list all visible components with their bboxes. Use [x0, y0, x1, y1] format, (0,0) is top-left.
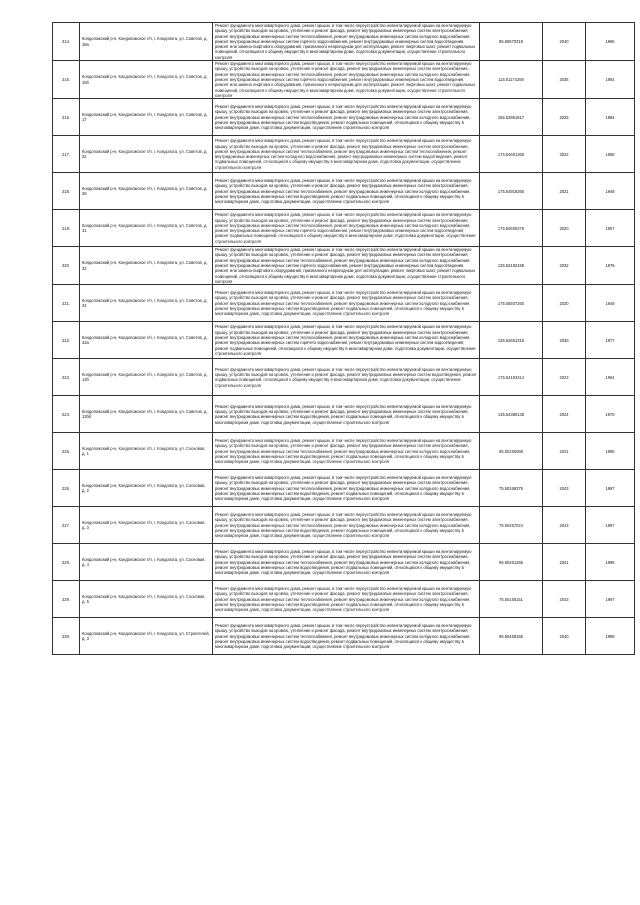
row-number: 225.	[53, 433, 80, 470]
build-year-cell: 1957	[586, 210, 635, 247]
cost-cell: 175.54601365	[480, 136, 543, 173]
row-number: 215.	[53, 61, 80, 99]
row-number: 226.	[53, 470, 80, 507]
repair-year-cell: 2040	[543, 618, 586, 655]
repair-year-cell: 2025	[543, 99, 586, 136]
repair-year-cell: 2022	[543, 136, 586, 173]
works-cell: Ремонт фундамента многоквартирного дома, ремонт крыши, в том числе переустройство невентилируемой крыши на вентилируемую крышу, устройство выходов на кровлю, утепление и ремонт фасада, ремонт внутридомовых инженерных систем электроснабжения, ремонт внутридомовых инженерных систем теплоснабжения, ремонт внутридомовых инженерных систем холодного водоснабжения, ремонт внутридомовых инженерных систем водоотведения, ремонт подвальных помещений, относящихся к общему имуществу в многоквартирном доме, подготовка документации, осуществление строительного контроля	[213, 173, 480, 210]
works-cell: Ремонт фундамента многоквартирного дома, ремонт крыши, в том числе переустройство невентилируемой крыши на вентилируемую крышу, устройство выходов на кровлю, утепление и ремонт фасада, ремонт внутридомовых инженерных систем электроснабжения, ремонт внутридомовых инженерных систем теплоснабжения, ремонт внутридомовых инженерных систем холодного водоснабжения, ремонт внутридомовых инженерных систем водоотведения, ремонт подвальных помещений, относящихся к общему имуществу в многоквартирном доме, подготовка документации, осуществление строительного контроля	[213, 470, 480, 507]
cost-cell: 75.50269275	[480, 470, 543, 507]
works-cell: Ремонт фундамента многоквартирного дома, ремонт крыши, в том числе переустройство невентилируемой крыши на вентилируемую крышу, устройство выходов на кровлю, утепление и ремонт фасада, ремонт внутридомовых инженерных систем водоотведения, ремонт подвальных помещений, относящихся к общему имуществу в многоквартирном доме, подготовка документации, осуществление строительного контроля	[213, 359, 480, 396]
capital-repair-table	[52, 22, 635, 655]
repair-year-cell: 2041	[543, 544, 586, 581]
table-row	[53, 433, 635, 470]
table-row	[53, 581, 635, 618]
works-cell: Ремонт фундамента многоквартирного дома, ремонт крыши, в том числе переустройство невентилируемой крыши на вентилируемую крышу, устройство выходов на кровлю, утепление и ремонт фасада, ремонт внутридомовых инженерных систем электроснабжения, ремонт внутридомовых инженерных систем теплоснабжения, ремонт внутридомовых инженерных систем холодного водоснабжения, ремонт внутридомовых инженерных систем водоотведения, ремонт подвальных помещений, относящихся к общему имуществу в многоквартирном доме, подготовка документации, осуществление строительного контроля	[213, 507, 480, 544]
table-row	[53, 210, 635, 247]
address-cell: Кондопожский р-н, Кондопожское г/п, г. Кондопога, ул. Сосновая, д. 3	[80, 507, 213, 544]
build-year-cell: 1948	[586, 173, 635, 210]
cost-cell: 95.50256098	[480, 433, 543, 470]
repair-year-cell: 2023	[543, 359, 586, 396]
works-cell: Ремонт фундамента многоквартирного дома, ремонт крыши, в том числе переустройство невентилируемой крыши на вентилируемую крышу, устройство выходов на кровлю, утепление и ремонт фасада, ремонт внутридомовых инженерных систем электроснабжения, ремонт внутридомовых инженерных систем теплоснабжения, ремонт внутридомовых инженерных систем теплоснабжения, ремонт внутридомовых инженерных систем холодного водоснабжения, ремонт внутридомовых инженерных систем водоотведения, ремонт подвальных помещений, относящихся к общему имуществу в многоквартирном доме, подготовка документации, осуществление строительного контроля	[213, 136, 480, 173]
works-cell: Ремонт фундамента многоквартирного дома, ремонт крыши, в том числе переустройство невентилируемой крыши на вентилируемую крышу, устройство выходов на кровлю, утепление и ремонт фасада, ремонт внутридомовых инженерных систем электроснабжения, ремонт внутридомовых инженерных систем теплоснабжения, ремонт внутридомовых инженерных систем холодного водоснабжения, ремонт внутридомовых инженерных систем горячего водоснабжения, ремонт внутридомовых инженерных систем водоотведения, ремонт или замена лифтового оборудования, признанного непригодным для эксплуатации, ремонт лифтовых шахт, ремонт подвальных помещений, относящихся к общему имуществу в многоквартирном доме, подготовка документации, осуществление строительного контроля	[213, 23, 480, 61]
row-number: 219.	[53, 210, 80, 247]
table-row	[53, 507, 635, 544]
address-cell: Кондопожский р-н, Кондопожское г/п, г. Кондопога, ул. Советов, д. 28	[80, 173, 213, 210]
table-row	[53, 322, 635, 359]
address-cell: Кондопожский р-н, Кондопожское г/п, г. Кондопога, ул. Советов, д. 22	[80, 136, 213, 173]
build-year-cell: 1976	[586, 247, 635, 285]
address-cell: Кондопожский р-н, Кондопожское г/п, г. Кондопога, ул. Сосновая, д. 1	[80, 433, 213, 470]
works-cell: Ремонт фундамента многоквартирного дома, ремонт крыши, в том числе переустройство невентилируемой крыши на вентилируемую крышу, устройство выходов на кровлю, утепление и ремонт фасада, ремонт внутридомовых инженерных систем электроснабжения, ремонт внутридомовых инженерных систем теплоснабжения, ремонт внутридомовых инженерных систем холодного водоснабжения, ремонт внутридомовых инженерных систем водоотведения, ремонт подвальных помещений, относящихся к общему имуществу в многоквартирном доме, подготовка документации, осуществление строительного контроля	[213, 285, 480, 322]
table-row	[53, 136, 635, 173]
row-number: 230.	[53, 618, 80, 655]
repair-year-cell: 2041	[543, 433, 586, 470]
repair-year-cell: 2021	[543, 173, 586, 210]
table-row	[53, 544, 635, 581]
row-number: 217.	[53, 136, 80, 173]
cost-cell: 95.50468155	[480, 618, 543, 655]
row-number: 229.	[53, 581, 80, 618]
row-number: 216.	[53, 99, 80, 136]
table-row	[53, 618, 635, 655]
row-number: 227.	[53, 507, 80, 544]
row-number: 222.	[53, 322, 80, 359]
row-number: 228.	[53, 544, 80, 581]
cost-cell: 135.52182158	[480, 247, 543, 285]
works-cell: Ремонт фундамента многоквартирного дома, ремонт крыши, в том числе переустройство невентилируемой крыши на вентилируемую крышу, устройство выходов на кровлю, утепление и ремонт фасада, ремонт внутридомовых инженерных систем электроснабжения, ремонт внутридомовых инженерных систем теплоснабжения, ремонт внутридомовых инженерных систем холодного водоснабжения, ремонт внутридомовых инженерных систем горячего водоснабжения, ремонт внутридомовых инженерных систем водоотведения, ремонт или замена лифтового оборудования, признанного непригодным для эксплуатации, ремонт лифтовых шахт, ремонт подвальных помещений, относящихся к общему имуществу в многоквартирном доме, подготовка документации, осуществление строительного контроля	[213, 247, 480, 285]
address-cell: Кондопожский р-н, Кондопожское г/п, г. Кондопога, ул. Советов, д. 19б	[80, 61, 213, 99]
build-year-cell: 1997	[586, 581, 635, 618]
repair-year-cell: 2043	[543, 507, 586, 544]
cost-cell: 95.50261265	[480, 544, 543, 581]
repair-year-cell: 2032	[543, 247, 586, 285]
works-cell: Ремонт фундамента многоквартирного дома, ремонт крыши, в том числе переустройство невентилируемой крыши на вентилируемую крышу, устройство выходов на кровлю, утепление и ремонт фасада, ремонт внутридомовых инженерных систем электроснабжения, ремонт внутридомовых инженерных систем теплоснабжения, ремонт внутридомовых инженерных систем холодного водоснабжения, ремонт внутридомовых инженерных систем горячего водоснабжения, ремонт внутридомовых инженерных систем водоотведения, ремонт или замена лифтового оборудования, признанного непригодным для эксплуатации, ремонт лифтовых шахт, ремонт подвальных помещений, относящихся к общему имуществу в многоквартирном доме, подготовка документации, осуществление строительного контроля	[213, 61, 480, 99]
address-cell: Кондопожский р-н, Кондопожское г/п, г. Кондопога, ул. Советов, д. 19а	[80, 23, 213, 61]
build-year-cell: 1984	[586, 99, 635, 136]
address-cell: Кондопожский р-н, Кондопожское г/п, г. Кондопога, ул. Советов, д. 33	[80, 247, 213, 285]
address-cell: Кондопожский р-н, Кондопожское г/п, г. Кондопога, ул. Советов, д. 13б	[80, 359, 213, 396]
cost-cell: 155.53951817	[480, 99, 543, 136]
table-row	[53, 285, 635, 322]
table-body	[53, 23, 635, 655]
table-row	[53, 61, 635, 99]
cost-cell: 75.50158151	[480, 581, 543, 618]
repair-year-cell: 2020	[543, 210, 586, 247]
table-row	[53, 247, 635, 285]
cost-cell: 115.51174259	[480, 61, 543, 99]
build-year-cell: 1995	[586, 544, 635, 581]
cost-cell: 95.50670319	[480, 23, 543, 61]
works-cell: Ремонт фундамента многоквартирного дома, ремонт крыши, в том числе переустройство невентилируемой крыши на вентилируемую крышу, устройство выходов на кровлю, утепление и ремонт фасада, ремонт внутридомовых инженерных систем электроснабжения, ремонт внутридомовых инженерных систем теплоснабжения, ремонт внутридомовых инженерных систем холодного водоснабжения, ремонт внутридомовых инженерных систем горячего водоснабжения, ремонт внутридомовых инженерных систем водоотведения, ремонт подвальных помещений, относящихся к общему имуществу в многоквартирном доме, подготовка документации, осуществление строительного контроля	[213, 322, 480, 359]
works-cell: Ремонт фундамента многоквартирного дома, ремонт крыши, в том числе переустройство невентилируемой крыши на вентилируемую крышу, устройство выходов на кровлю, утепление и ремонт фасада, ремонт внутридомовых инженерных систем электроснабжения, ремонт внутридомовых инженерных систем теплоснабжения, ремонт внутридомовых инженерных систем холодного водоснабжения, ремонт внутридомовых инженерных систем водоотведения, ремонт подвальных помещений, относящихся к общему имуществу в многоквартирном доме, подготовка документации, осуществление строительного контроля	[213, 433, 480, 470]
works-cell: Ремонт фундамента многоквартирного дома, ремонт крыши, в том числе переустройство невентилируемой крыши на вентилируемую крышу, устройство выходов на кровлю, утепление и ремонт фасада, ремонт внутридомовых инженерных систем электроснабжения, ремонт внутридомовых инженерных систем теплоснабжения, ремонт внутридомовых инженерных систем холодного водоснабжения, ремонт внутридомовых инженерных систем водоотведения, ремонт подвальных помещений, относящихся к общему имуществу в многоквартирном доме, подготовка документации, осуществление строительного контроля	[213, 618, 480, 655]
repair-year-cell: 2020	[543, 285, 586, 322]
row-number: 221.	[53, 285, 80, 322]
build-year-cell: 1964	[586, 359, 635, 396]
build-year-cell: 1984	[586, 61, 635, 99]
repair-year-cell: 2024	[543, 396, 586, 433]
build-year-cell: 1995	[586, 433, 635, 470]
works-cell: Ремонт фундамента многоквартирного дома, ремонт крыши, в том числе переустройство невентилируемой крыши на вентилируемую крышу, устройство выходов на кровлю, утепление и ремонт фасада, ремонт внутридомовых инженерных систем электроснабжения, ремонт внутридомовых инженерных систем теплоснабжения, ремонт внутридомовых инженерных систем холодного водоснабжения, ремонт внутридомовых инженерных систем горячего водоснабжения, ремонт внутридомовых инженерных систем водоотведения, ремонт подвальных помещений, относящихся к общему имуществу в многоквартирном доме, подготовка документации, осуществление строительного контроля	[213, 210, 480, 247]
repair-year-cell: 2043	[543, 470, 586, 507]
build-year-cell: 1989	[586, 618, 635, 655]
table-row	[53, 396, 635, 433]
address-cell: Кондопожский р-н, Кондопожское г/п, г. Кондопога, ул. Советов, д. 42а	[80, 322, 213, 359]
works-cell: Ремонт фундамента многоквартирного дома, ремонт крыши, в том числе переустройство невентилируемой крыши на вентилируемую крышу, устройство выходов на кровлю, утепление и ремонт фасада, ремонт внутридомовых инженерных систем электроснабжения, ремонт внутридомовых инженерных систем водоотведения, ремонт подвальных помещений, относящихся к общему имуществу в многоквартирном доме, подготовка документации, осуществление строительного контроля	[213, 396, 480, 433]
works-cell: Ремонт фундамента многоквартирного дома, ремонт крыши, в том числе переустройство невентилируемой крыши на вентилируемую крышу, устройство выходов на кровлю, утепление и ремонт фасада, ремонт внутридомовых инженерных систем электроснабжения, ремонт внутридомовых инженерных систем теплоснабжения, ремонт внутридомовых инженерных систем холодного водоснабжения, ремонт внутридомовых инженерных систем водоотведения, ремонт подвальных помещений, относящихся к общему имуществу в многоквартирном доме, подготовка документации, осуществление строительного контроля	[213, 544, 480, 581]
address-cell: Кондопожский р-н, Кондопожское г/п, г. Кондопога, ул. Сосновая, д. 5	[80, 581, 213, 618]
works-cell: Ремонт фундамента многоквартирного дома, ремонт крыши, в том числе переустройство невентилируемой крыши на вентилируемую крышу, устройство выходов на кровлю, утепление и ремонт фасада, ремонт внутридомовых инженерных систем электроснабжения, ремонт внутридомовых инженерных систем теплоснабжения, ремонт внутридомовых инженерных систем холодного водоснабжения, ремонт внутридомовых инженерных систем водоотведения, ремонт подвальных помещений, относящихся к общему имуществу в многоквартирном доме, подготовка документации, осуществление строительного контроля	[213, 99, 480, 136]
cost-cell: 175.50606379	[480, 210, 543, 247]
build-year-cell: 1958	[586, 136, 635, 173]
table-row	[53, 23, 635, 61]
address-cell: Кондопожский р-н, Кондопожское г/п, г. Кондопога, ул. Советов, д. 17	[80, 99, 213, 136]
build-year-cell: 1948	[586, 285, 635, 322]
row-number: 223.	[53, 359, 80, 396]
build-year-cell: 1970	[586, 396, 635, 433]
address-cell: Кондопожский р-н, Кондопожское г/п, г. Кондопога, ул. Сосновая, д. 4	[80, 544, 213, 581]
table-row	[53, 470, 635, 507]
works-cell: Ремонт фундамента многоквартирного дома, ремонт крыши, в том числе переустройство невентилируемой крыши на вентилируемую крышу, устройство выходов на кровлю, утепление и ремонт фасада, ремонт внутридомовых инженерных систем электроснабжения, ремонт внутридомовых инженерных систем теплоснабжения, ремонт внутридомовых инженерных систем холодного водоснабжения, ремонт внутридомовых инженерных систем водоотведения, ремонт подвальных помещений, относящихся к общему имуществу в многоквартирном доме, подготовка документации, осуществление строительного контроля	[213, 581, 480, 618]
repair-year-cell: 2036	[543, 61, 586, 99]
table-row	[53, 359, 635, 396]
address-cell: Кондопожский р-н, Кондопожское г/п, г. Кондопога, ул. Сосновая, д. 2	[80, 470, 213, 507]
build-year-cell: 1966	[586, 23, 635, 61]
row-number: 218.	[53, 173, 80, 210]
cost-cell: 175.54919265	[480, 173, 543, 210]
cost-cell: 175.54193314	[480, 359, 543, 396]
repair-year-cell: 2030	[543, 322, 586, 359]
address-cell: Кондопожский р-н, Кондопожское г/п, г. Кондопога, ул. Советов, д. 34	[80, 285, 213, 322]
cost-cell: 75.50257024	[480, 507, 543, 544]
table-row	[53, 173, 635, 210]
address-cell: Кондопожский р-н, Кондопожское г/п, г. Кондопога, ул. Советов, д. 13бб	[80, 396, 213, 433]
repair-year-cell: 2040	[543, 23, 586, 61]
row-number: 214.	[53, 23, 80, 61]
table-row	[53, 99, 635, 136]
address-cell: Кондопожский р-н, Кондопожское г/п, г. Кондопога, ул. Строителей, д. 3	[80, 618, 213, 655]
cost-cell: 135.54380138	[480, 396, 543, 433]
cost-cell: 135.52661316	[480, 322, 543, 359]
cost-cell: 175.55507260	[480, 285, 543, 322]
address-cell: Кондопожский р-н, Кондопожское г/п, г. Кондопога, ул. Советов, д. 31	[80, 210, 213, 247]
row-number: 220.	[53, 247, 80, 285]
repair-year-cell: 2043	[543, 581, 586, 618]
build-year-cell: 1997	[586, 470, 635, 507]
build-year-cell: 1997	[586, 507, 635, 544]
build-year-cell: 1977	[586, 322, 635, 359]
row-number: 224.	[53, 396, 80, 433]
